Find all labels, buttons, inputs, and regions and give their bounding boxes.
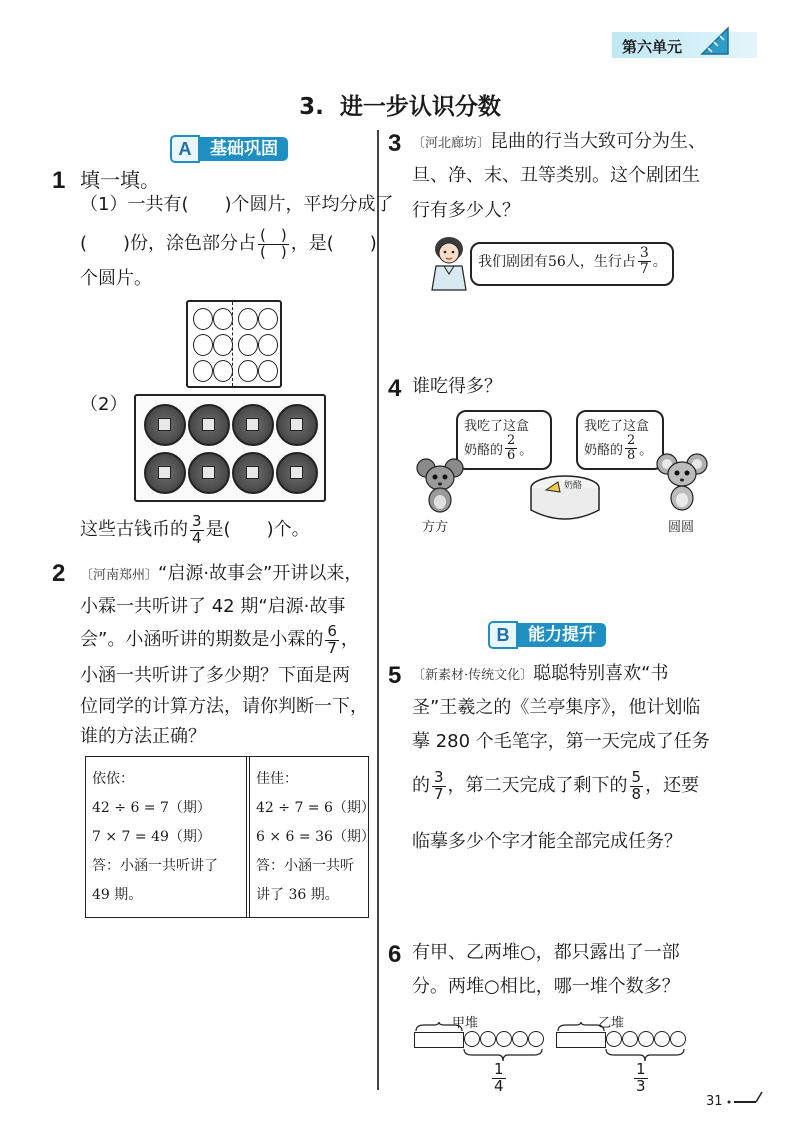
q1-part2-fraction bbox=[190, 514, 204, 547]
yi-circle bbox=[670, 1031, 686, 1047]
q5-f1-num: 3 bbox=[434, 768, 444, 786]
q1-part1-frac-num: ( ) bbox=[260, 226, 287, 244]
q3-frac-den: 7 bbox=[639, 260, 649, 277]
opera-girl-illustration bbox=[426, 234, 472, 292]
q5-number: 5 bbox=[388, 662, 402, 689]
page-number: 31 bbox=[706, 1094, 723, 1109]
q1-part1-fraction bbox=[258, 228, 289, 261]
yi-fraction bbox=[632, 1062, 650, 1095]
q2-number: 2 bbox=[52, 560, 66, 587]
q3-source-tag: 〔河北廊坊〕 bbox=[412, 136, 491, 151]
jiajia-line: 42 ÷ 7 = 6（期） bbox=[256, 800, 375, 816]
section-a-name: 基础巩固 bbox=[200, 137, 288, 161]
q5-line1-text: 聪聪特别喜欢“书 bbox=[533, 663, 669, 684]
yiyi-line: 答：小涵一共听讲了 bbox=[92, 858, 218, 874]
circle-piece bbox=[258, 360, 278, 382]
q3-fraction bbox=[638, 246, 651, 276]
q5-fraction-2 bbox=[630, 770, 644, 803]
q2-fraction bbox=[325, 624, 339, 657]
q6-line1: 有甲、乙两堆○，都只露出了一部 bbox=[412, 942, 680, 963]
circle-piece bbox=[258, 308, 278, 330]
q4-left-text bbox=[464, 415, 532, 462]
jiajia-line: 讲了 36 期。 bbox=[256, 887, 339, 903]
jia-circle bbox=[528, 1031, 544, 1047]
yiyi-line: 49 期。 bbox=[92, 887, 143, 903]
q2-line6: 谁的方法正确？ bbox=[80, 726, 206, 747]
q1-part1-line3: 个圆片。 bbox=[80, 268, 152, 289]
coin-box bbox=[134, 394, 326, 502]
circle-piece bbox=[238, 308, 258, 330]
solutions-table bbox=[85, 756, 375, 918]
q4-right-line2 bbox=[584, 434, 652, 462]
q4-right-frac-den: 8 bbox=[627, 447, 636, 463]
q1-part1-line1: （1）一共有( )个圆片，平均分成了 bbox=[80, 194, 394, 215]
q4-right-line2-text: 奶酪的 bbox=[584, 442, 624, 458]
coin-icon bbox=[144, 452, 186, 494]
q3-bubble-b: 。 bbox=[652, 254, 667, 271]
q4-right-text bbox=[584, 415, 652, 462]
q1-part2-b: 是( )个。 bbox=[205, 519, 310, 541]
q4-right-end: 。 bbox=[639, 442, 653, 458]
mouse-fangfang-icon bbox=[414, 456, 466, 514]
page-number-decoration bbox=[726, 1090, 766, 1110]
q4-stem: 谁吃得多？ bbox=[412, 376, 502, 397]
q1-part1-line2-b: ，是( ) bbox=[290, 233, 377, 255]
q6-line2: 分。两堆○相比，哪一堆个数多？ bbox=[412, 976, 680, 997]
mouse-yuanyuan-name: 圆圆 bbox=[668, 520, 695, 535]
section-b-badge bbox=[488, 621, 606, 649]
q2-line1-text: “启源·故事会”开讲以来， bbox=[158, 563, 363, 584]
section-a-badge bbox=[170, 135, 288, 163]
q1-part2-line bbox=[80, 514, 310, 547]
circle-piece bbox=[193, 334, 213, 356]
coin-icon bbox=[144, 404, 186, 446]
ruler-icon bbox=[700, 26, 730, 56]
q2-frac-num: 6 bbox=[327, 622, 337, 640]
q4-left-end: 。 bbox=[519, 442, 533, 458]
circle-piece bbox=[238, 360, 258, 382]
circle-piece bbox=[238, 334, 258, 356]
jia-circle bbox=[464, 1031, 480, 1047]
yi-hidden-block bbox=[556, 1032, 606, 1048]
circle-piece bbox=[213, 360, 233, 382]
circle-piece bbox=[193, 360, 213, 382]
yi-circle bbox=[606, 1031, 622, 1047]
yiyi-line: 42 ÷ 6 = 7（期） bbox=[92, 800, 211, 816]
q3-bubble-text bbox=[478, 246, 667, 276]
coin-icon bbox=[188, 452, 230, 494]
page-title: 3. 进一步认识分数 bbox=[299, 94, 501, 120]
yi-label: 乙堆 bbox=[598, 1016, 625, 1031]
jia-label: 甲堆 bbox=[452, 1016, 479, 1031]
jia-fraction bbox=[490, 1062, 508, 1095]
q1-number: 1 bbox=[52, 167, 66, 194]
q2-source-tag: 〔河南郑州〕 bbox=[80, 568, 159, 583]
jiajia-line: 6 × 6 = 36（期） bbox=[256, 829, 375, 845]
yiyi-solution bbox=[92, 765, 218, 910]
q5-line1 bbox=[412, 665, 668, 683]
yiyi-line: 7 × 7 = 49（期） bbox=[92, 829, 211, 845]
q2-line5: 位同学的计算方法，请你判断一下， bbox=[80, 696, 368, 717]
q1-part2-frac-den: 4 bbox=[192, 528, 202, 547]
q3-bubble-a: 我们剧团有56人，生行占 bbox=[478, 254, 636, 271]
q5-fraction-1 bbox=[432, 770, 446, 803]
q4-left-frac-den: 6 bbox=[507, 447, 516, 463]
q5-line4-c: ，还要 bbox=[645, 775, 700, 797]
q1-part1-line2 bbox=[80, 228, 377, 261]
q1-part2-frac-num: 3 bbox=[192, 512, 202, 530]
q3-number: 3 bbox=[388, 130, 402, 157]
q4-left-line2 bbox=[464, 434, 532, 462]
q2-line3-a: 会”。小涵听讲的期数是小霖的 bbox=[80, 629, 324, 651]
coin-icon bbox=[276, 404, 318, 446]
q2-line1 bbox=[80, 565, 362, 583]
q5-f2-num: 5 bbox=[631, 768, 642, 786]
q5-line3: 摹 280 个毛笔字，第一天完成了任务 bbox=[412, 731, 710, 752]
q4-right-fraction bbox=[625, 434, 637, 462]
q3-frac-num: 3 bbox=[639, 245, 649, 261]
q3-line3: 行有多少人？ bbox=[412, 200, 520, 221]
q2-line3-b: ， bbox=[340, 629, 359, 651]
q5-f1-den: 7 bbox=[434, 784, 444, 803]
q2-line4: 小涵一共听讲了多少期？下面是两 bbox=[80, 665, 350, 686]
section-b-name: 能力提升 bbox=[518, 623, 606, 647]
jia-circle bbox=[496, 1031, 512, 1047]
yiyi-line: 依依： bbox=[92, 771, 134, 787]
yi-frac bbox=[634, 1062, 648, 1095]
q3-line1-text: 昆曲的行当大致可分为生、 bbox=[490, 131, 707, 152]
jiajia-line: 答：小涵一共听 bbox=[256, 858, 354, 874]
circle-grid bbox=[186, 300, 282, 388]
jia-hidden-block bbox=[414, 1032, 464, 1048]
yi-circle bbox=[638, 1031, 654, 1047]
q1-stem: 填一填。 bbox=[80, 168, 160, 192]
q2-frac-den: 7 bbox=[327, 638, 337, 657]
q4-right-frac-num: 2 bbox=[627, 433, 636, 448]
coin-icon bbox=[232, 404, 274, 446]
q1-part1-frac-den: ( ) bbox=[260, 242, 287, 261]
q1-part2-a: 这些古钱币的 bbox=[80, 519, 188, 541]
jia-frac-num: 1 bbox=[494, 1060, 504, 1078]
mouse-fangfang-name: 方方 bbox=[422, 520, 449, 535]
jiajia-solution bbox=[256, 765, 375, 910]
q3-line2: 旦、净、末、丑等类别。这个剧团生 bbox=[412, 165, 700, 186]
jia-frac-den: 4 bbox=[494, 1076, 504, 1095]
q5-line4-b: ，第二天完成了剩下的 bbox=[447, 775, 628, 797]
q4-left-line2-text: 奶酪的 bbox=[464, 442, 504, 458]
section-a-letter: A bbox=[170, 135, 200, 163]
unit-label: 第六单元 bbox=[622, 38, 683, 56]
q4-right-line1: 我吃了这盒 bbox=[584, 419, 650, 434]
section-b-letter: B bbox=[488, 621, 518, 649]
coin-icon bbox=[276, 452, 318, 494]
q4-left-frac-num: 2 bbox=[507, 433, 516, 448]
coin-icon bbox=[188, 404, 230, 446]
circle-piece bbox=[213, 308, 233, 330]
yi-frac-num: 1 bbox=[636, 1060, 646, 1078]
circle-piece bbox=[213, 334, 233, 356]
q6-number: 6 bbox=[388, 941, 402, 968]
solutions-table-divider bbox=[246, 757, 250, 917]
q4-number: 4 bbox=[388, 375, 402, 402]
q5-line2: 圣”王羲之的《兰亭集序》，他计划临 bbox=[412, 697, 701, 718]
q3-line1 bbox=[412, 133, 706, 151]
q4-left-line1: 我吃了这盒 bbox=[464, 419, 530, 434]
q5-f2-den: 8 bbox=[631, 784, 642, 803]
q1-part1-line2-a: ( )份，涂色部分占 bbox=[80, 233, 257, 255]
q2-line2: 小霖一共听讲了 42 期“启源·故事 bbox=[80, 596, 346, 617]
q1-part2-label: （2） bbox=[80, 394, 128, 415]
jia-circle bbox=[480, 1031, 496, 1047]
jiajia-line: 佳佳： bbox=[256, 771, 298, 787]
circle-piece bbox=[193, 308, 213, 330]
jia-brace bbox=[414, 1022, 464, 1032]
q4-left-fraction bbox=[505, 434, 517, 462]
jia-frac bbox=[492, 1062, 506, 1095]
yi-brace bbox=[556, 1022, 606, 1032]
coin-icon bbox=[232, 452, 274, 494]
q5-line4 bbox=[412, 770, 699, 803]
mouse-yuanyuan-icon bbox=[656, 452, 708, 512]
column-divider bbox=[377, 130, 379, 1090]
yi-circle bbox=[622, 1031, 638, 1047]
q5-line4-a: 的 bbox=[412, 775, 430, 797]
yi-frac-den: 3 bbox=[636, 1076, 646, 1095]
cheese-box-label: 奶酪 bbox=[564, 481, 583, 491]
q5-source-tag: 〔新素材·传统文化〕 bbox=[412, 668, 534, 683]
circle-piece bbox=[258, 334, 278, 356]
jia-circle bbox=[512, 1031, 528, 1047]
q5-line5: 临摹多少个字才能全部完成任务？ bbox=[412, 831, 682, 852]
yi-circle bbox=[654, 1031, 670, 1047]
q2-line3 bbox=[80, 624, 359, 657]
